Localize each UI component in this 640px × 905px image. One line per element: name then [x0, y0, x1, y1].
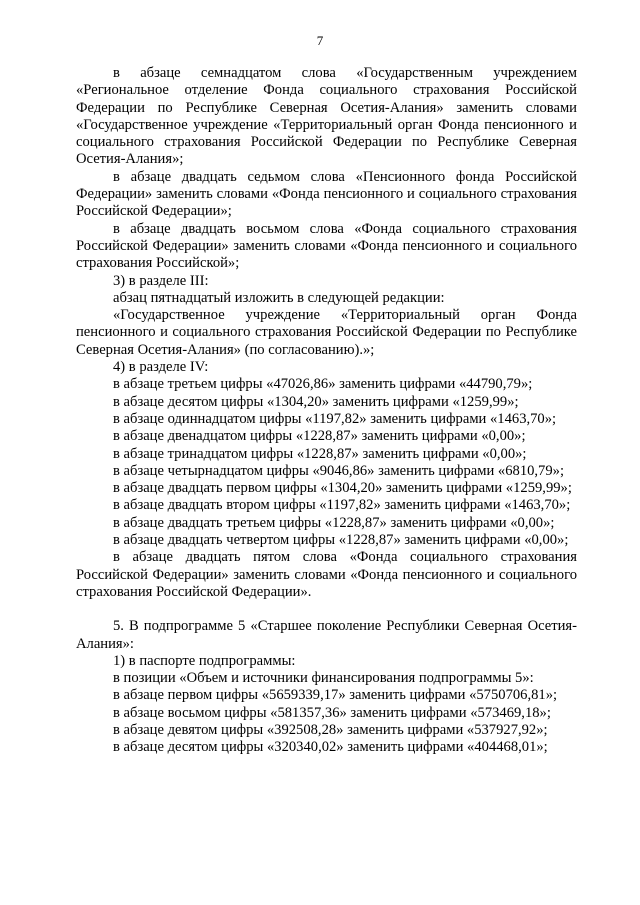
paragraph: в абзаце двадцать восьмом слова «Фонда социального страхования Российской Федерации» заменить словами «Фонда пенсионного и социального страхования Российской»;	[76, 220, 577, 272]
paragraph: в позиции «Объем и источники финансирования подпрограммы 5»:	[113, 670, 534, 687]
document-body	[76, 65, 577, 757]
paragraph: в абзаце одиннадцатом цифры «1197,82» заменить цифрами «1463,70»;	[113, 410, 557, 427]
paragraph: в абзаце десятом цифры «1304,20» заменить цифрами «1259,99»;	[113, 393, 519, 410]
paragraph: «Государственное учреждение «Территориальный орган Фонда пенсионного и социального страхования Российской Федерации по Республике Северная Осетия-Алания» (по согласованию).»;	[76, 307, 577, 358]
paragraph: в абзаце двадцать втором цифры «1197,82» заменить цифрами «1463,70»;	[113, 497, 571, 514]
paragraph: в абзаце двадцать третьем цифры «1228,87» заменить цифрами «0,00»;	[113, 514, 555, 531]
section-heading: 5. В подпрограмме 5 «Старшее поколение Республики Северная Осетия-Алания»:	[76, 618, 577, 652]
paragraph: в абзаце семнадцатом слова «Государственным учреждением «Региональное отделение Фонда социального страхования Российской Федерации по Республике Северная Осетия-Алания» заменить словами «Государственное учреждение «Территориальный орган Фонда пенсионного и социального страхования Российской Федерации по Республике Северная Осетия-Алания»;	[76, 65, 577, 168]
paragraph: в абзаце двадцать первом цифры «1304,20» заменить цифрами «1259,99»;	[113, 480, 572, 497]
paragraph: в абзаце двенадцатом цифры «1228,87» заменить цифрами «0,00»;	[113, 428, 526, 445]
paragraph: в абзаце четырнадцатом цифры «9046,86» заменить цифрами «6810,79»;	[113, 462, 565, 479]
paragraph: в абзаце десятом цифры «320340,02» заменить цифрами «404468,01»;	[113, 739, 548, 756]
page-number: 7	[316, 33, 324, 48]
paragraph: абзац пятнадцатый изложить в следующей редакции:	[113, 289, 445, 306]
paragraph: 1) в паспорте подпрограммы:	[113, 652, 296, 669]
paragraph: в абзаце тринадцатом цифры «1228,87» заменить цифрами «0,00»;	[113, 445, 527, 462]
paragraph: в абзаце восьмом цифры «581357,36» заменить цифрами «573469,18»;	[113, 704, 551, 721]
paragraph-gap	[76, 601, 577, 618]
section-heading: 3) в разделе III:	[113, 272, 209, 289]
paragraph: в абзаце девятом цифры «392508,28» заменить цифрами «537927,92»;	[113, 721, 548, 738]
paragraph: в абзаце двадцать пятом слова «Фонда социального страхования Российской Федерации» заменить словами «Фонда пенсионного и социального страхования Российской Федерации».	[76, 549, 577, 600]
paragraph: в абзаце двадцать седьмом слова «Пенсионного фонда Российской Федерации» заменить словами «Фонда пенсионного и социального страхования Российской Федерации»;	[76, 168, 577, 220]
section-heading: 4) в разделе IV:	[113, 359, 209, 376]
paragraph: в абзаце двадцать четвертом цифры «1228,87» заменить цифрами «0,00»;	[113, 532, 569, 549]
paragraph: в абзаце третьем цифры «47026,86» заменить цифрами «44790,79»;	[113, 376, 533, 393]
paragraph: в абзаце первом цифры «5659339,17» заменить цифрами «5750706,81»;	[113, 687, 558, 704]
